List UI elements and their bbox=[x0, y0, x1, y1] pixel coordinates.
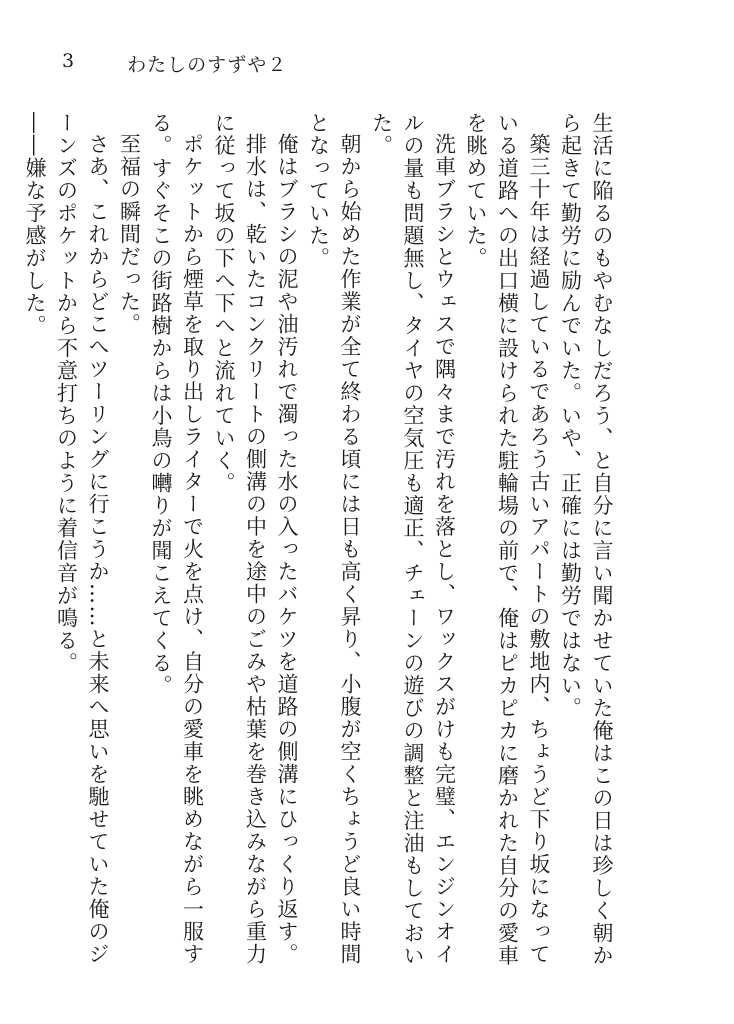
body-text bbox=[23, 112, 617, 972]
page-header bbox=[62, 50, 287, 77]
page-number: 3 bbox=[62, 50, 76, 72]
paragraph: 至福の瞬間だった。 bbox=[117, 133, 142, 336]
paragraph: 生活に陥るのもやむなしだろう、と自分に言い聞かせていた俺はこの日は珍しく朝から起きて勤労に励んでいた。いや、正確には勤労ではない。 bbox=[558, 112, 614, 967]
running-title: わたしのすずや２ bbox=[127, 54, 288, 76]
paragraph: 朝から始めた作業が全て終わる頃には日も高く昇り、小腹が空くちょうど良い時間となっていた。 bbox=[306, 112, 362, 966]
paragraph: 築三十年は経過しているであろう古いアパートの敷地内、ちょうど下り坂になっている道路への出口横に設けられた駐輪場の前で、俺はピカピカに磨かれた自分の愛車を眺めていた。 bbox=[464, 112, 551, 967]
paragraph: ポケットから煙草を取り出しライターで火を点け、自分の愛車を眺めながら一服する。すぐそこの街路樹からは小鳥の囀りが聞こえてくる。 bbox=[149, 112, 205, 966]
paragraph: さあ、これからどこへツーリングに行こうか……と未来へ思いを馳せていた俺のジーンズのポケットから不意打ちのように着信音が鳴る。 bbox=[54, 112, 110, 966]
paragraph: ――嫌な予感がした。 bbox=[23, 112, 47, 337]
paragraph: 洗車ブラシとウェスで隅々まで汚れを落とし、ワックスがけも完璧、エンジンオイルの量も問題無し、タイヤの空気圧も適正、チェーンの遊びの調整と注油もしておいた。 bbox=[369, 112, 457, 967]
paragraph: 俺はブラシの泥や油汚れで濁った水の入ったバケツを道路の側溝にひっくり返す。 bbox=[275, 133, 299, 966]
paragraph: 排水は、乾いたコンクリートの側溝の中を途中のごみや枯葉を巻き込みながら重力に従って坂の下へ下へと流れていく。 bbox=[212, 112, 268, 966]
